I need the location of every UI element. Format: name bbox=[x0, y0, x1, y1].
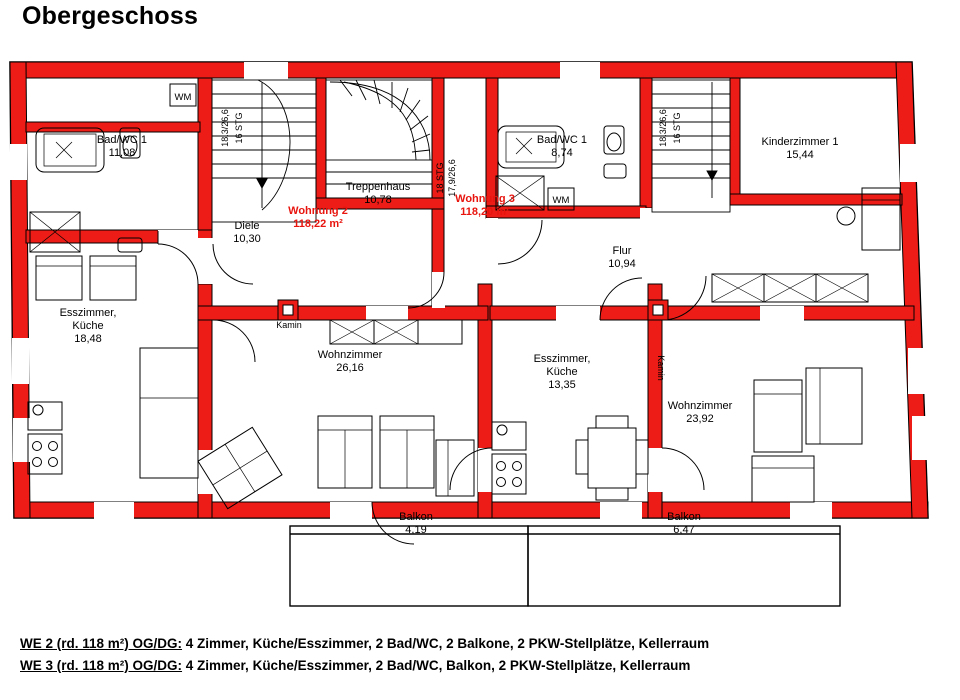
room-area: 23,92 bbox=[686, 413, 714, 425]
room-area: 8,74 bbox=[551, 147, 573, 159]
legend-unit-label: WE 2 (rd. 118 m²) OG/DG: bbox=[20, 636, 183, 651]
room-label: Balkon bbox=[667, 511, 701, 523]
chimney-label: Kamin bbox=[656, 355, 666, 381]
room-label: Kinderzimmer 1 bbox=[761, 136, 839, 148]
room-label: Flur bbox=[612, 245, 632, 257]
room-area: 26,16 bbox=[336, 362, 364, 374]
room-label-2: Küche bbox=[546, 366, 578, 378]
room-area: 10,78 bbox=[364, 194, 392, 206]
room-area: 10,30 bbox=[233, 233, 261, 245]
room-label: Balkon bbox=[399, 511, 433, 523]
room-area: 13,35 bbox=[548, 379, 576, 391]
stair-dimension: 18.3/26,6 bbox=[220, 109, 230, 147]
legend-line bbox=[20, 636, 950, 651]
legend-unit-desc: 4 Zimmer, Küche/Esszimmer, 2 Bad/WC, Balkon, 2 PKW-Stellplätze, Kellerraum bbox=[182, 658, 691, 673]
balcony-group bbox=[290, 526, 840, 606]
room-label: Esszimmer, bbox=[533, 353, 591, 365]
room-area: 4,19 bbox=[405, 524, 427, 536]
staircase-left bbox=[212, 80, 316, 222]
page-title: Obergeschoss bbox=[22, 2, 199, 30]
room-label-2: Küche bbox=[72, 320, 104, 332]
room-label: Wohnzimmer bbox=[317, 349, 383, 361]
stair-count: 16 STG bbox=[672, 112, 682, 144]
washing-machine-label: WM bbox=[174, 92, 192, 103]
apartment-area: 118,22 m² bbox=[293, 218, 343, 230]
stair-count: 16 STG bbox=[234, 112, 244, 144]
legend bbox=[20, 636, 950, 680]
room-area: 10,94 bbox=[608, 258, 636, 270]
room-label: Bad/WC 1 bbox=[536, 134, 588, 146]
legend-line bbox=[20, 658, 950, 673]
furniture-living-left bbox=[318, 320, 474, 496]
stair-dimension: 17,9/26,6 bbox=[447, 159, 457, 197]
stair-count: 18 STG bbox=[435, 162, 445, 194]
washing-machine-label: WM bbox=[552, 195, 570, 206]
furniture-living-right bbox=[712, 188, 900, 502]
room-area: 11,08 bbox=[108, 147, 136, 159]
stair-dimension: 18.3/26,6 bbox=[658, 109, 668, 147]
walls bbox=[10, 62, 928, 518]
room-area: 6,47 bbox=[673, 524, 695, 536]
room-label: Bad/WC 1 bbox=[96, 134, 148, 146]
room-area: 15,44 bbox=[786, 149, 814, 161]
chimney-label: Kamin bbox=[276, 320, 302, 330]
room-label: Diele bbox=[234, 220, 260, 232]
room-label: Wohnzimmer bbox=[667, 400, 733, 412]
apartment-name: Wohnung 2 bbox=[288, 205, 348, 217]
legend-unit-desc: 4 Zimmer, Küche/Esszimmer, 2 Bad/WC, 2 Balkone, 2 PKW-Stellplätze, Kellerraum bbox=[182, 636, 710, 651]
floorplan-drawing bbox=[0, 48, 960, 628]
legend-unit-label: WE 3 (rd. 118 m²) OG/DG: bbox=[20, 658, 183, 673]
fixtures-left bbox=[28, 84, 282, 509]
apartment-name: Wohnung 3 bbox=[455, 193, 515, 205]
apartment-area: 118,20 m² bbox=[460, 206, 510, 218]
room-area: 18,48 bbox=[74, 333, 102, 345]
floorplan-svg bbox=[0, 48, 960, 628]
room-label: Esszimmer, bbox=[59, 307, 117, 319]
room-label: Treppenhaus bbox=[345, 181, 411, 193]
